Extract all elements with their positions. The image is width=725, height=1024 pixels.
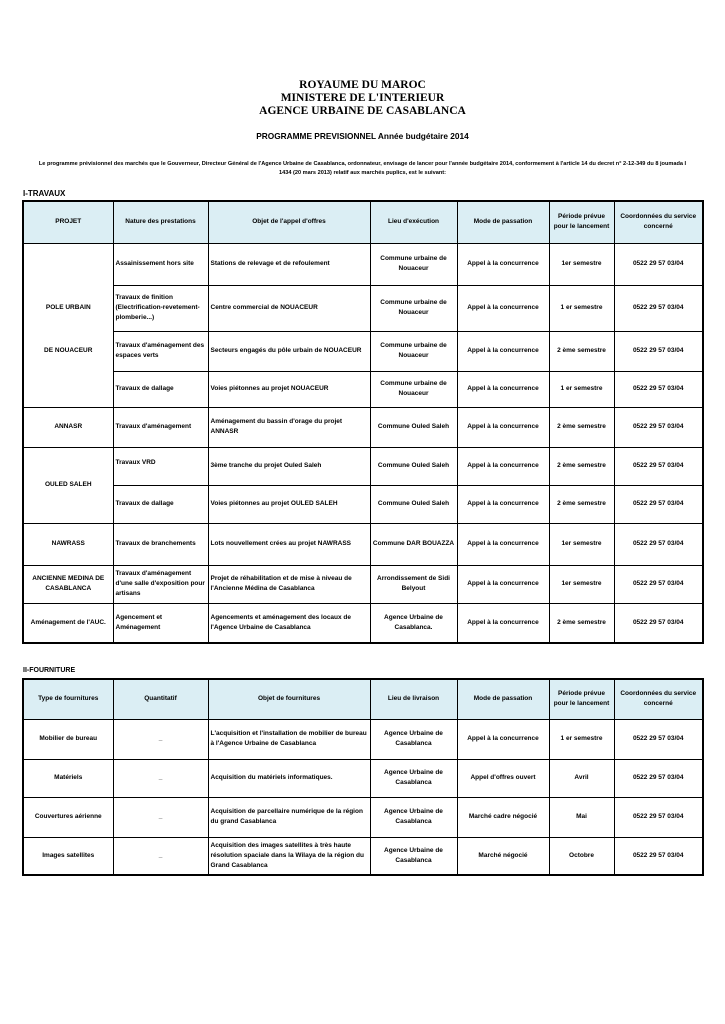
objet-cell: Secteurs engagés du pôle urbain de NOUACEUR <box>208 331 370 371</box>
periode-cell: Avril <box>549 759 614 797</box>
col-header-periode: Période prévue pour le lancement <box>549 679 614 719</box>
objet-cell: 3ème tranche du projet Ouled Saleh <box>208 447 370 485</box>
type-cell: Mobilier de bureau <box>23 719 113 759</box>
col-header-quantitatif: Quantitatif <box>113 679 208 719</box>
periode-cell: 2 ème semestre <box>549 331 614 371</box>
type-cell: Images satellites <box>23 837 113 875</box>
col-header-mode: Mode de passation <box>457 201 549 243</box>
nature-cell: Travaux d'aménagement d'une salle d'exposition pour artisans <box>113 565 208 603</box>
periode-cell: 1 er semestre <box>549 371 614 407</box>
col-header-projet: PROJET <box>23 201 113 243</box>
fourniture-table <box>22 678 704 876</box>
nature-cell: Travaux d'aménagement des espaces verts <box>113 331 208 371</box>
lieu-cell: Agence Urbaine de Casablanca. <box>370 603 457 643</box>
nature-cell: Agencement et Aménagement <box>113 603 208 643</box>
nature-cell: Travaux de finition (Electrification-revetement-plomberie...) <box>113 285 208 331</box>
coord-cell: 0522 29 57 03/04 <box>614 447 703 485</box>
lieu-cell: Agence Urbaine de Casablanca <box>370 719 457 759</box>
nature-cell: Assainissement hors site <box>113 243 208 285</box>
col-header-coord: Coordonnées du service concerné <box>614 201 703 243</box>
mode-cell: Appel à la concurrence <box>457 371 549 407</box>
travaux-table <box>22 200 704 644</box>
objet-cell: Centre commercial de NOUACEUR <box>208 285 370 331</box>
lieu-cell: Agence Urbaine de Casablanca <box>370 797 457 837</box>
mode-cell: Appel à la concurrence <box>457 565 549 603</box>
col-header-lieu: Lieu de livraison <box>370 679 457 719</box>
coord-cell: 0522 29 57 03/04 <box>614 523 703 565</box>
mode-cell: Appel à la concurrence <box>457 407 549 447</box>
nature-cell: Travaux de branchements <box>113 523 208 565</box>
project-cell: OULED SALEH <box>23 447 113 523</box>
project-cell: ANNASR <box>23 407 113 447</box>
project-cell: Aménagement de l'AUC. <box>23 603 113 643</box>
periode-cell: 1 er semestre <box>549 719 614 759</box>
nature-cell: Travaux VRD <box>113 447 208 485</box>
table-row <box>23 243 703 285</box>
periode-cell: Mai <box>549 797 614 837</box>
periode-cell: 1er semestre <box>549 243 614 285</box>
coord-cell: 0522 29 57 03/04 <box>614 719 703 759</box>
quantitatif-cell: _ <box>113 797 208 837</box>
table-row <box>23 565 703 603</box>
table-row <box>23 407 703 447</box>
col-header-periode: Période prévue pour le lancement <box>549 201 614 243</box>
objet-cell: Agencements et aménagement des locaux de l'Agence Urbaine de Casablanca <box>208 603 370 643</box>
periode-cell: 2 ème semestre <box>549 407 614 447</box>
section-title-travaux: I-TRAVAUX <box>23 189 66 198</box>
objet-cell: Voies piétonnes au projet NOUACEUR <box>208 371 370 407</box>
objet-cell: Voies piétonnes au projet OULED SALEH <box>208 485 370 523</box>
table-row <box>23 759 703 797</box>
mode-cell: Marché négocié <box>457 837 549 875</box>
nature-cell: Travaux de dallage <box>113 371 208 407</box>
col-header-objet: Objet de fournitures <box>208 679 370 719</box>
coord-cell: 0522 29 57 03/04 <box>614 371 703 407</box>
lieu-cell: Commune Ouled Saleh <box>370 485 457 523</box>
mode-cell: Appel à la concurrence <box>457 523 549 565</box>
objet-cell: Stations de relevage et de refoulement <box>208 243 370 285</box>
lieu-cell: Commune Ouled Saleh <box>370 447 457 485</box>
coord-cell: 0522 29 57 03/04 <box>614 243 703 285</box>
objet-cell: Acquisition du matériels informatiques. <box>208 759 370 797</box>
quantitatif-cell: _ <box>113 759 208 797</box>
table-row <box>23 523 703 565</box>
header-line-1: ROYAUME DU MAROC <box>299 79 426 91</box>
objet-cell: Aménagement du bassin d'orage du projet ANNASR <box>208 407 370 447</box>
periode-cell: 1er semestre <box>549 523 614 565</box>
mode-cell: Appel à la concurrence <box>457 331 549 371</box>
project-cell <box>23 371 113 407</box>
type-cell: Couvertures aérienne <box>23 797 113 837</box>
lieu-cell: Commune urbaine de Nouaceur <box>370 285 457 331</box>
travaux-header-row <box>23 201 703 243</box>
mode-cell: Marché cadre négocié <box>457 797 549 837</box>
header-line-3: AGENCE URBAINE DE CASABLANCA <box>259 105 466 117</box>
table-row <box>23 837 703 875</box>
coord-cell: 0522 29 57 03/04 <box>614 407 703 447</box>
mode-cell: Appel à la concurrence <box>457 447 549 485</box>
type-cell: Matériels <box>23 759 113 797</box>
coord-cell: 0522 29 57 03/04 <box>614 837 703 875</box>
col-header-objet: Objet de l'appel d'offres <box>208 201 370 243</box>
table-row <box>23 719 703 759</box>
coord-cell: 0522 29 57 03/04 <box>614 331 703 371</box>
lieu-cell: Commune Ouled Saleh <box>370 407 457 447</box>
mode-cell: Appel d'offres ouvert <box>457 759 549 797</box>
section-title-fourniture: II-FOURNITURE <box>23 667 76 674</box>
nature-cell: Travaux de dallage <box>113 485 208 523</box>
col-header-lieu: Lieu d'exécution <box>370 201 457 243</box>
mode-cell: Appel à la concurrence <box>457 485 549 523</box>
coord-cell: 0522 29 57 03/04 <box>614 285 703 331</box>
table-row <box>23 797 703 837</box>
table-row <box>23 603 703 643</box>
objet-cell: Projet de réhabilitation et de mise à niveau de l'Ancienne Médina de Casablanca <box>208 565 370 603</box>
table-row <box>23 371 703 407</box>
lieu-cell: Agence Urbaine de Casablanca <box>370 837 457 875</box>
table-row <box>23 285 703 331</box>
nature-cell: Travaux d'aménagement <box>113 407 208 447</box>
periode-cell: 1 er semestre <box>549 285 614 331</box>
periode-cell: 1er semestre <box>549 565 614 603</box>
lieu-cell: Commune urbaine de Nouaceur <box>370 243 457 285</box>
mode-cell: Appel à la concurrence <box>457 603 549 643</box>
periode-cell: 2 ème semestre <box>549 485 614 523</box>
periode-cell: 2 ème semestre <box>549 447 614 485</box>
coord-cell: 0522 29 57 03/04 <box>614 603 703 643</box>
col-header-nature: Nature des prestations <box>113 201 208 243</box>
quantitatif-cell: _ <box>113 837 208 875</box>
coord-cell: 0522 29 57 03/04 <box>614 759 703 797</box>
fourniture-header-row <box>23 679 703 719</box>
lieu-cell: Commune DAR BOUAZZA <box>370 523 457 565</box>
project-cell: ANCIENNE MEDINA DE CASABLANCA <box>23 565 113 603</box>
lieu-cell: Agence Urbaine de Casablanca <box>370 759 457 797</box>
periode-cell: Octobre <box>549 837 614 875</box>
quantitatif-cell: _ <box>113 719 208 759</box>
table-row <box>23 485 703 523</box>
mode-cell: Appel à la concurrence <box>457 719 549 759</box>
table-row <box>23 331 703 371</box>
intro-paragraph: Le programme prévisionnel des marchés que le Gouverneur, Directeur Général de l'Agence Urbaine de Casablanca, ordonnateur, envisage de lancer pour l'année budgétaire 2014, conformement à l'article 14 du decret n° 2-12-349 du 8 joumada I 1434 (20 mars 2013) relatif aux marchés puplics, est le suivant: <box>38 161 687 176</box>
objet-cell: Acquisition de parcellaire numérique de la région du grand Casablanca <box>208 797 370 837</box>
coord-cell: 0522 29 57 03/04 <box>614 485 703 523</box>
objet-cell: Lots nouvellement crées au projet NAWRASS <box>208 523 370 565</box>
project-cell: DE NOUACEUR <box>23 331 113 371</box>
project-cell: POLE URBAIN <box>23 285 113 331</box>
objet-cell: L'acquisition et l'installation de mobilier de bureau à l'Agence Urbaine de Casablanca <box>208 719 370 759</box>
col-header-type: Type de fournitures <box>23 679 113 719</box>
project-cell <box>23 243 113 285</box>
header-line-2: MINISTERE DE L'INTERIEUR <box>280 92 445 104</box>
mode-cell: Appel à la concurrence <box>457 285 549 331</box>
col-header-mode: Mode de passation <box>457 679 549 719</box>
lieu-cell: Arrondissement de Sidi Belyout <box>370 565 457 603</box>
objet-cell: Acquisition des images satellites à très haute résolution spaciale dans la Wilaya de la région du Grand Casablanca <box>208 837 370 875</box>
mode-cell: Appel à la concurrence <box>457 243 549 285</box>
periode-cell: 2 ème semestre <box>549 603 614 643</box>
table-row <box>23 447 703 485</box>
col-header-coord: Coordonnées du service concerné <box>614 679 703 719</box>
coord-cell: 0522 29 57 03/04 <box>614 797 703 837</box>
lieu-cell: Commune urbaine de Nouaceur <box>370 331 457 371</box>
coord-cell: 0522 29 57 03/04 <box>614 565 703 603</box>
project-cell: NAWRASS <box>23 523 113 565</box>
programme-title: PROGRAMME PREVISIONNEL Année budgétaire 2014 <box>256 131 469 141</box>
lieu-cell: Commune urbaine de Nouaceur <box>370 371 457 407</box>
